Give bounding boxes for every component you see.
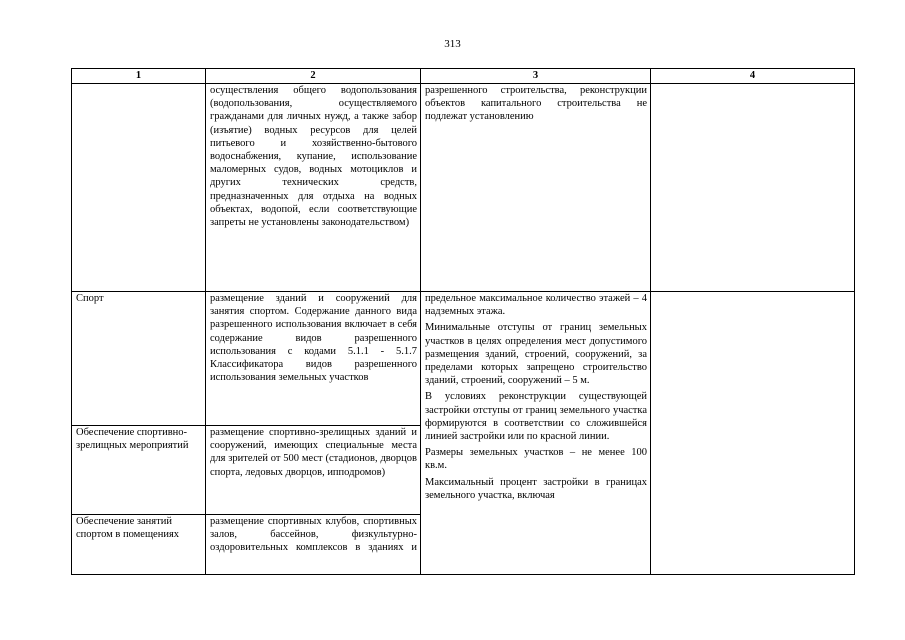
cell-sport-events-name: Обеспечение спортивно-зрелищных мероприятий [72,426,206,515]
param-max-coverage: Максимальный процент застройки в границах земельного участка, включая [425,476,647,501]
table-row-sport [72,292,855,426]
param-min-setbacks: Минимальные отступы от границ земельных участков в целях определения мест допустимого размещения зданий, строений, сооружений, за пределами которых запрещено строительство зданий, строений, сооружений – 5 м. [425,322,647,387]
param-reconstruction: В условиях реконструкции существующей застройки отступы от границ земельного участка формируются в соответствии со сложившейся линией застройки или по красной линии. [425,391,647,443]
column-header-4: 4 [651,69,855,84]
param-plot-size: Размеры земельных участков – не менее 100 кв.м. [425,447,647,472]
column-header-1: 1 [72,69,206,84]
cell-indoor-sport-name: Обеспечение занятий спортом в помещениях [72,515,206,575]
regulations-table [71,68,855,575]
cell-continuation-col1 [72,84,206,292]
param-max-floors: предельное максимальное количество этажей – 4 надземных этажа. [425,293,647,318]
cell-sport-name: Спорт [72,292,206,426]
cell-continuation-parameters: разрешенного строительства, реконструкции объектов капитального строительства не подлежат установлению [421,84,651,292]
column-header-3: 3 [421,69,651,84]
cell-sport-description: размещение зданий и сооружений для занятия спортом. Содержание данного вида разрешенного использования включает в себя содержание видов разрешенного использования с кодами 5.1.1 - 5.1.7 Классификатора видов разрешенного использования земельных участков [206,292,421,426]
cell-shared-parameters [421,292,651,575]
cell-continuation-description: осуществления общего водопользования (водопользования, осуществляемого гражданами для личных нужд, а также забор (изъятие) водных ресурсов для целей питьевого и хозяйственно-бытового водоснабжения, купание, использование маломерных судов, водных мотоциклов и других технических средств, предназначенных для отдыха на водных объектах, водопой, если соответствующие запреты не установлены законодательством) [206,84,421,292]
column-header-2: 2 [206,69,421,84]
cell-shared-col4 [651,292,855,575]
cell-continuation-col4 [651,84,855,292]
cell-indoor-sport-description: размещение спортивных клубов, спортивных залов, бассейнов, физкультурно-оздоровительных комплексов в зданиях и [206,515,421,575]
table-row-continuation [72,84,855,292]
page-number: 313 [444,38,461,50]
table-header-row [72,69,855,84]
cell-sport-events-description: размещение спортивно-зрелищных зданий и сооружений, имеющих специальные места для зрителей от 500 мест (стадионов, дворцов спорта, ледовых дворцов, ипподромов) [206,426,421,515]
